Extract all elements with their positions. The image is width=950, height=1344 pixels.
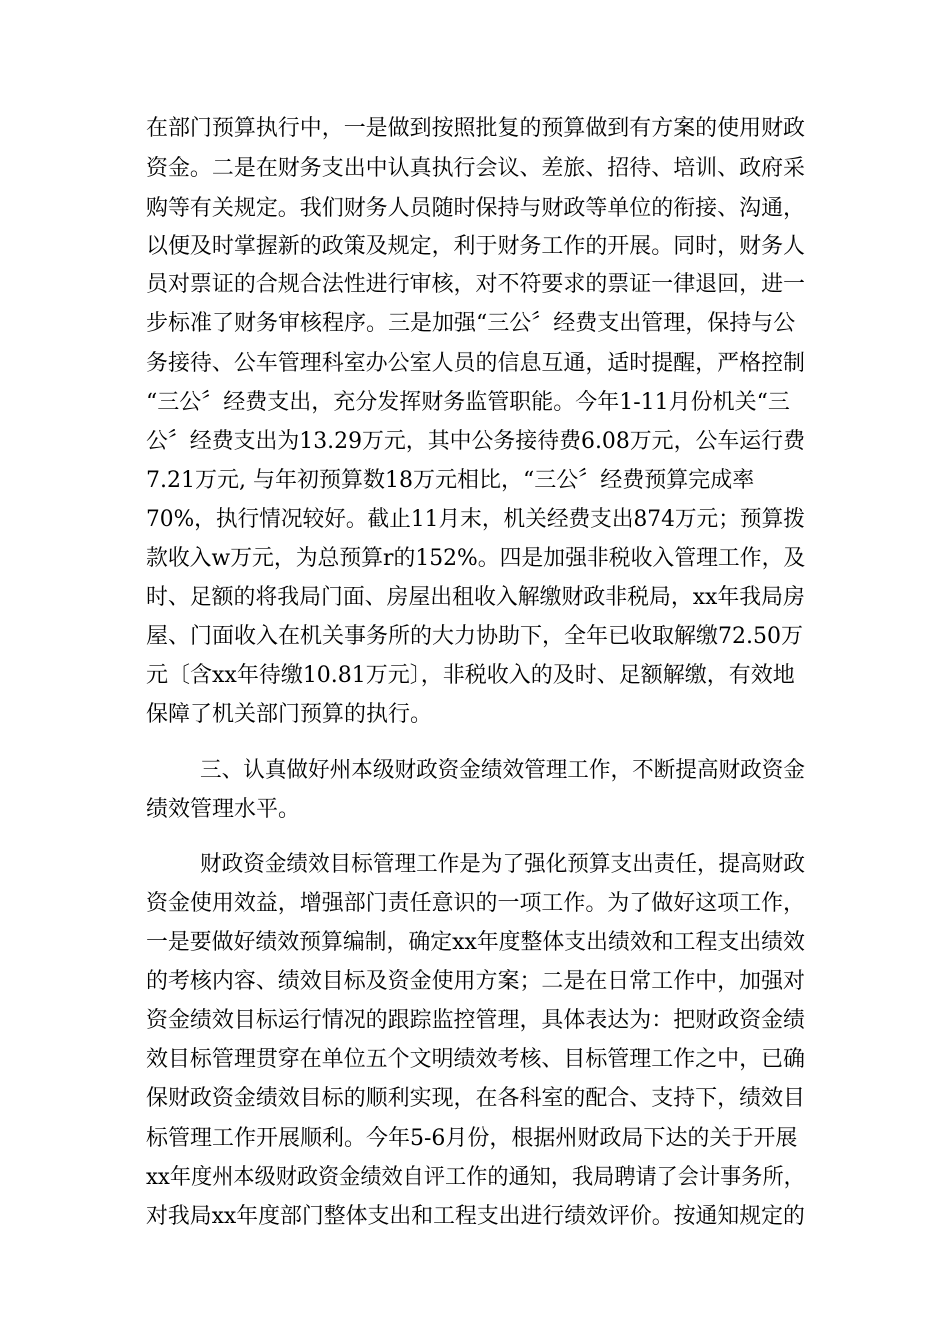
text-line: “三公〞经费支出，充分发挥财务监管职能。今年1-11月份机关“三 — [146, 390, 790, 415]
text-line: 一是要做好绩效预算编制，确定xx年度整体支出绩效和工程支出绩效 — [146, 930, 805, 955]
text-line: 的考核内容、绩效目标及资金使用方案；二是在日常工作中，加强对 — [146, 969, 806, 994]
text-line: 资金。二是在财务支出中认真执行会议、差旅、招待、培训、政府采 — [146, 156, 806, 181]
text-line: 屋、门面收入在机关事务所的大力协助下，全年已收取解缴72.50万 — [146, 624, 803, 649]
text-line: 效目标管理贯穿在单位五个文明绩效考核、目标管理工作之中，已确 — [146, 1047, 806, 1072]
text-line: 对我局xx年度部门整体支出和工程支出进行绩效评价。按通知规定的 — [146, 1204, 805, 1229]
text-line: 务接待、公车管理科室办公室人员的信息互通，适时提醒，严格控制 — [146, 351, 806, 376]
text-line: 在部门预算执行中，一是做到按照批复的预算做到有方案的使用财政 — [146, 116, 806, 141]
text-line: xx年度州本级财政资金绩效自评工作的通知，我局聘请了会计事务所， — [146, 1165, 805, 1190]
text-line: 元〔含xx年待缴10.81万元〕，非税收入的及时、足额解缴，有效地 — [146, 663, 795, 688]
text-line: 购等有关规定。我们财务人员随时保持与财政等单位的衔接、沟通， — [146, 196, 806, 221]
text-line: 员对票证的合规合法性进行审核，对不符要求的票证一律退回，进一 — [146, 272, 806, 297]
text-line: 保障了机关部门预算的执行。 — [146, 702, 433, 727]
text-line: 以便及时掌握新的政策及规定，利于财务工作的开展。同时，财务人 — [146, 234, 806, 259]
text-line: 财政资金绩效目标管理工作是为了强化预算支出责任，提高财政 — [200, 852, 805, 877]
text-line: 步标准了财务审核程序。三是加强“三公〞经费支出管理，保持与公 — [146, 311, 796, 336]
text-line: 时、足额的将我局门面、房屋出租收入解缴财政非税局，xx年我局房 — [146, 585, 805, 610]
text-line: 绩效管理水平。 — [146, 797, 301, 822]
text-line: 70%，执行情况较好。截止11月末，机关经费支出874万元；预算拨 — [146, 507, 805, 532]
text-line: 标管理工作开展顺利。今年5-6月份，根据州财政局下达的关于开展 — [146, 1126, 798, 1151]
text-line: 三、认真做好州本级财政资金绩效管理工作，不断提高财政资金 — [200, 758, 805, 783]
text-line: 保财政资金绩效目标的顺利实现，在各科室的配合、支持下，绩效目 — [146, 1086, 806, 1111]
text-line: 资金使用效益，增强部门责任意识的一项工作。为了做好这项工作， — [146, 891, 806, 916]
text-line: 公〞经费支出为13.29万元，其中公务接待费6.08万元，公车运行费 — [146, 429, 805, 454]
text-line: 7.21万元, 与年初预算数18万元相比，“三公〞经费预算完成率 — [146, 468, 755, 493]
text-line: 款收入w万元，为总预算r的152%。四是加强非税收入管理工作，及 — [146, 546, 806, 571]
text-line: 资金绩效目标运行情况的跟踪监控管理，具体表达为：把财政资金绩 — [146, 1008, 806, 1033]
